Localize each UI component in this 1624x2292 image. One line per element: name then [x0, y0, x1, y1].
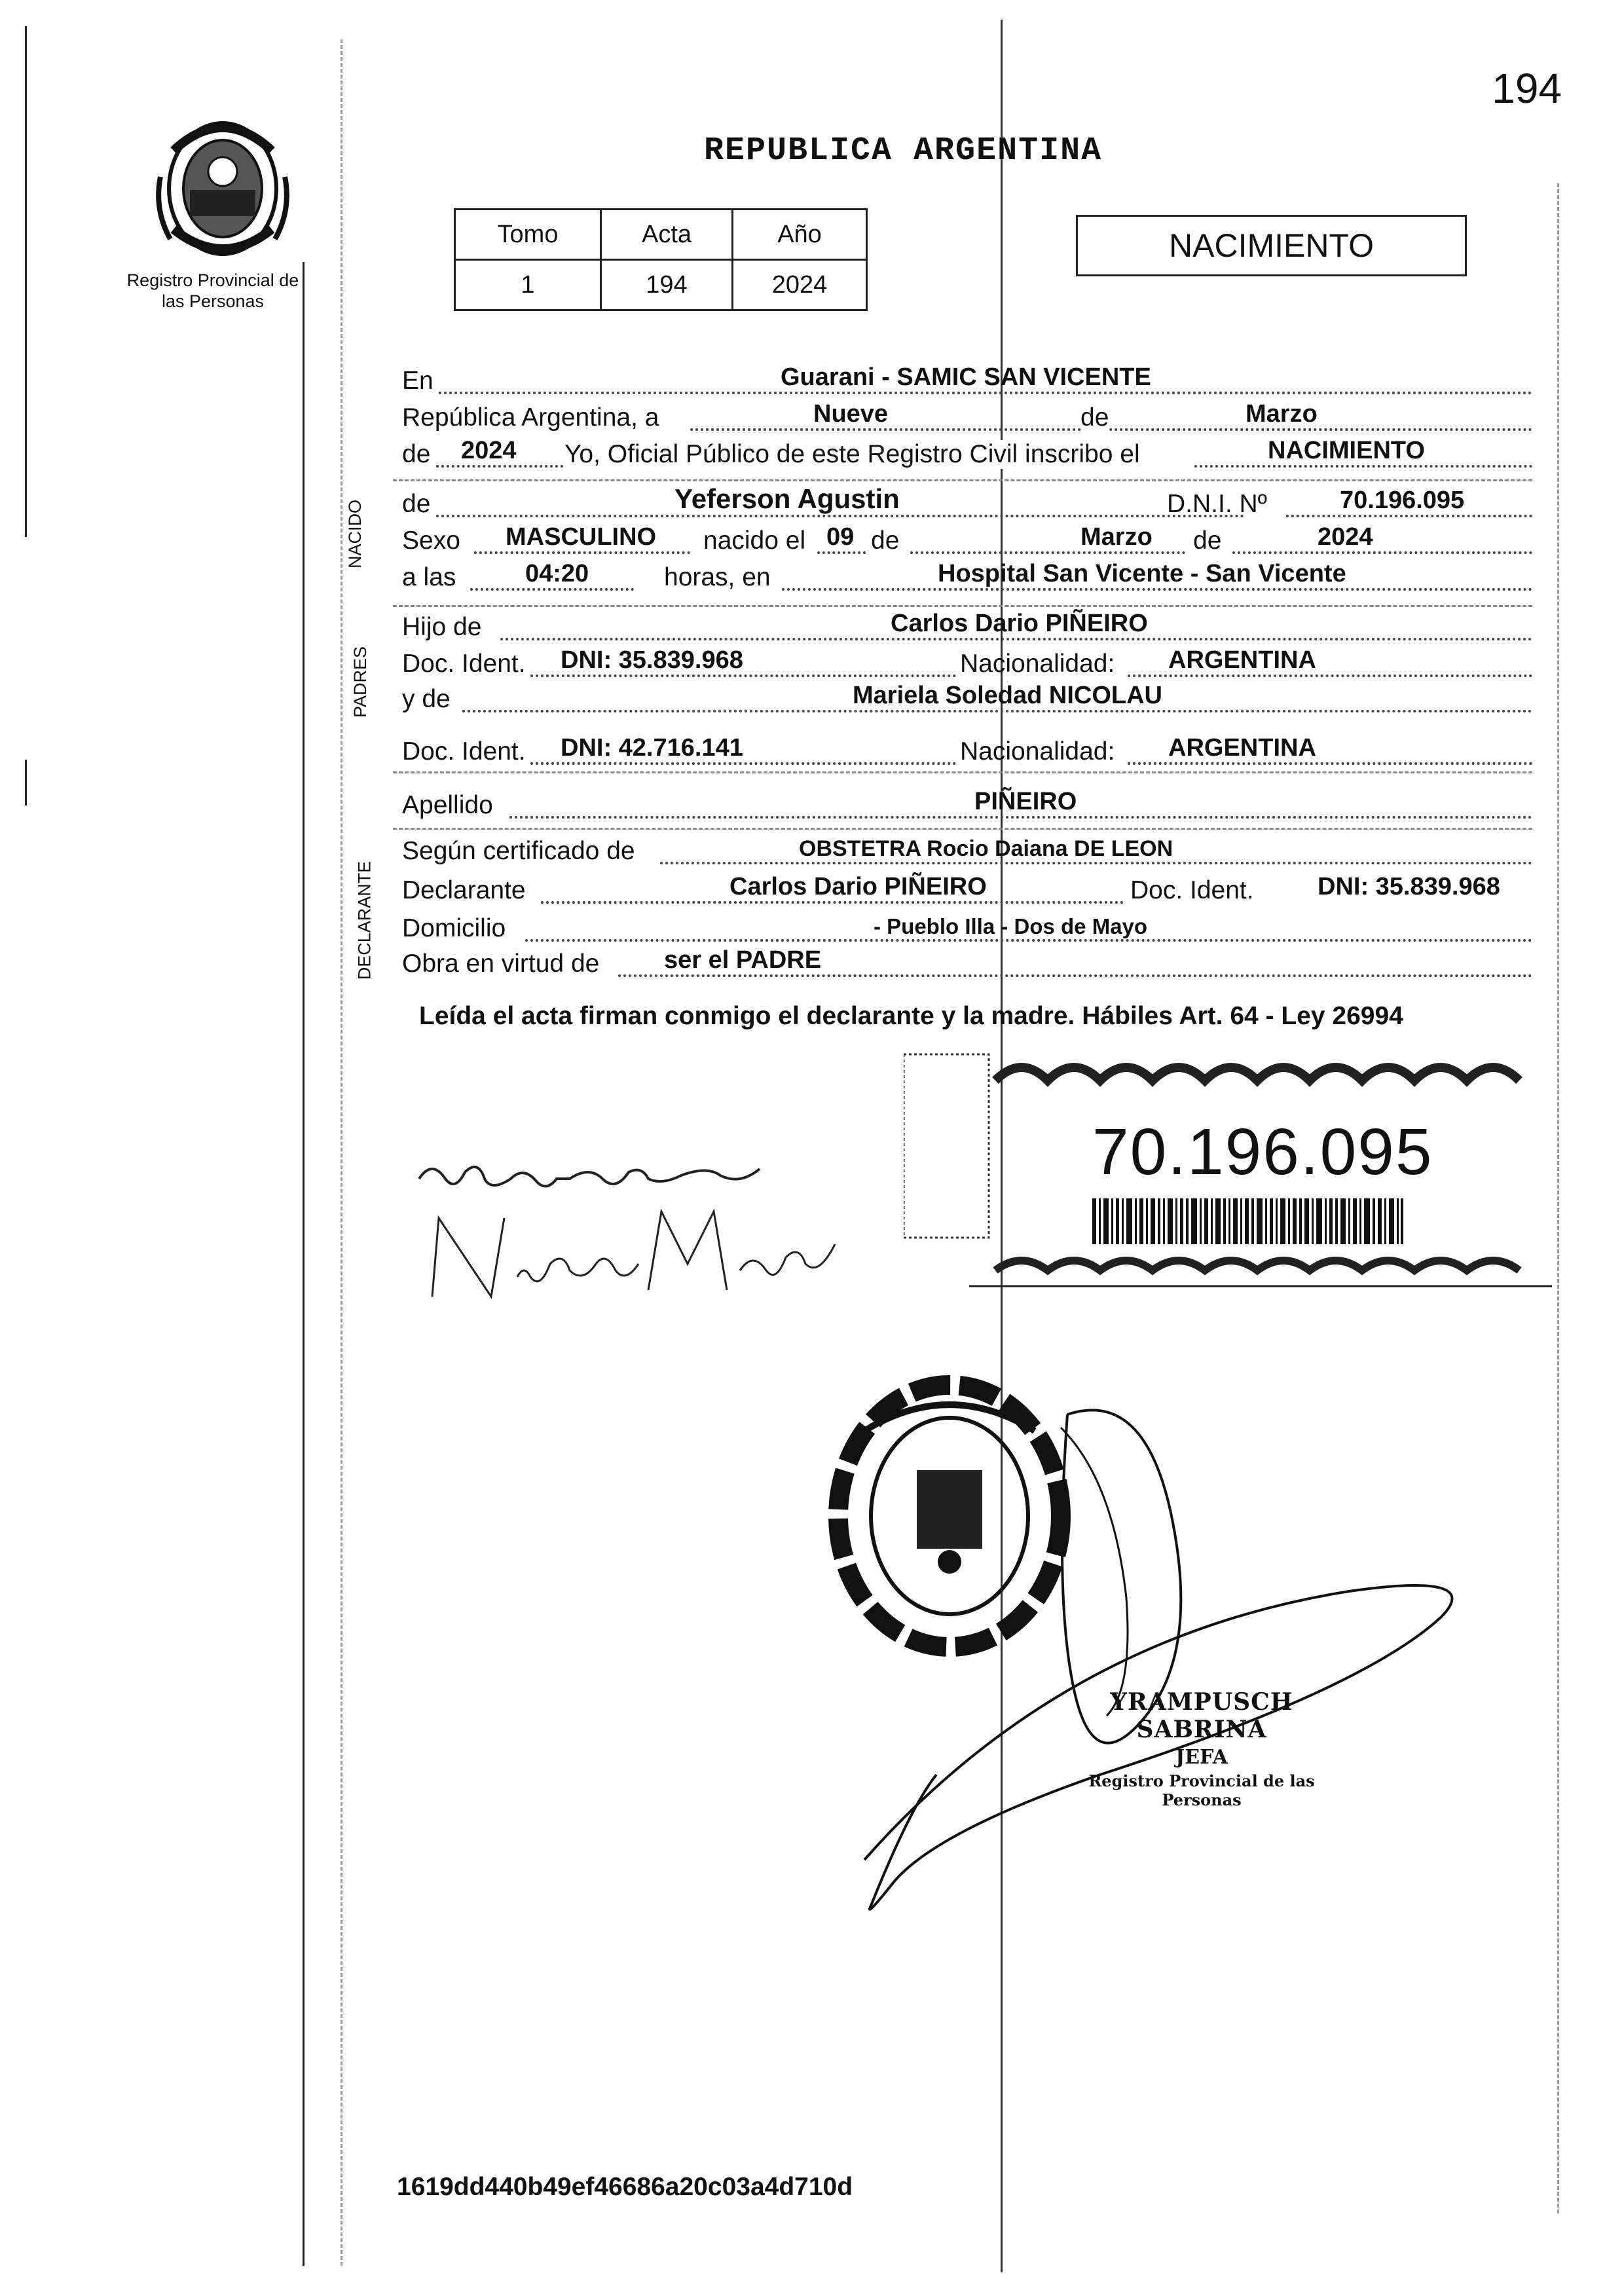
father-doc: DNI: 35.839.968	[561, 646, 743, 674]
mother-nat: ARGENTINA	[1168, 734, 1316, 762]
certificado-label: Según certificado de	[402, 837, 635, 865]
anio-value: 2024	[733, 260, 867, 310]
nacido-section-label: NACIDO	[345, 499, 365, 569]
registry-caption: Registro Provincial de las Personas	[126, 270, 299, 311]
inscribo-value: NACIMIENTO	[1268, 437, 1425, 464]
birth-day: 09	[826, 523, 855, 551]
section-separator	[393, 771, 1532, 773]
row-obra	[402, 942, 1532, 985]
margin-dash-line	[341, 39, 342, 2266]
declarante-label: Declarante	[402, 876, 526, 904]
mother-nat-label: Nacionalidad:	[960, 737, 1115, 766]
official-title: JEFA	[1175, 1746, 1228, 1769]
day-value: Nueve	[813, 400, 889, 428]
time-value: 04:20	[525, 560, 589, 587]
month-value: Marzo	[1246, 400, 1318, 428]
en-label: En	[402, 367, 434, 395]
year-prefix-label: de	[402, 440, 431, 468]
page-number: 194	[1492, 65, 1562, 112]
country-title: REPUBLICA ARGENTINA	[704, 132, 1103, 170]
father-value: Carlos Dario PIÑEIRO	[891, 610, 1148, 637]
official-office: Registro Provincial de las Personas	[1088, 1771, 1315, 1809]
domicilio-label: Domicilio	[402, 914, 506, 942]
a-las-label: a las	[402, 563, 456, 591]
row-madre	[402, 677, 1532, 720]
row-madre-doc	[402, 730, 1532, 773]
republica-label: República Argentina, a	[402, 403, 659, 432]
padres-section-label: PADRES	[350, 646, 371, 718]
right-dash-line	[1557, 183, 1559, 2213]
madre-signature	[419, 1198, 851, 1310]
domicilio-value: - Pueblo Illa - Dos de Mayo	[874, 914, 1148, 938]
dni-label: D.N.I. Nº	[1167, 490, 1267, 518]
record-type-box: NACIMIENTO	[1076, 215, 1467, 276]
declarante-doc-label: Doc. Ident.	[1130, 876, 1254, 904]
document-hash: 1619dd440b49ef46686a20c03a4d710d	[397, 2173, 853, 2201]
dni-value: 70.196.095	[1340, 487, 1465, 514]
declarante-doc-value: DNI: 35.839.968	[1318, 873, 1500, 900]
y-de-label: y de	[402, 685, 451, 713]
hijo-label: Hijo de	[402, 613, 482, 641]
apellido-value: PIÑEIRO	[974, 788, 1077, 815]
acta-header: Acta	[601, 210, 733, 260]
row-inscribo	[402, 432, 1532, 475]
name-value: Yeferson Agustin	[674, 483, 900, 514]
de-label: de	[1080, 403, 1109, 432]
mother-doc: DNI: 42.716.141	[561, 734, 743, 762]
place-value: Hospital San Vicente - San Vicente	[938, 560, 1346, 587]
declarante-section-label: DECLARANTE	[354, 860, 375, 980]
left-border-line	[25, 26, 27, 537]
official-name-stamp	[1048, 1688, 1356, 1809]
tomo-value: 1	[455, 260, 601, 310]
closing-text: Leída el acta firman conmigo el declarante y la madre. Hábiles Art. 64 - Ley 26994	[419, 1002, 1403, 1030]
declarante-value: Carlos Dario PIÑEIRO	[729, 873, 987, 900]
birth-de2-label: de	[1193, 527, 1222, 555]
anio-header: Año	[733, 210, 867, 260]
father-nat-label: Nacionalidad:	[960, 650, 1115, 678]
obra-label: Obra en virtud de	[402, 950, 600, 978]
row-declarante	[402, 868, 1532, 912]
horas-label: horas, en	[664, 563, 771, 591]
mother-doc-label: Doc. Ident.	[402, 737, 526, 766]
provincial-seal-icon	[147, 111, 298, 265]
nacido-el-label: nacido el	[703, 527, 806, 555]
year-value: 2024	[461, 437, 517, 464]
row-hora	[402, 555, 1532, 599]
father-doc-label: Doc. Ident.	[402, 650, 526, 678]
birth-year: 2024	[1318, 523, 1373, 551]
en-value: Guarani - SAMIC SAN VICENTE	[781, 363, 1151, 391]
sticker-id-number: 70.196.095	[1092, 1115, 1433, 1189]
birth-de-label: de	[871, 527, 900, 555]
acta-value: 194	[601, 260, 733, 310]
left-border-line-lower	[25, 760, 27, 805]
barcode-icon	[1092, 1198, 1403, 1244]
tomo-header: Tomo	[455, 210, 601, 260]
margin-line	[303, 262, 304, 2266]
birth-month: Marzo	[1080, 523, 1153, 551]
record-table	[454, 208, 868, 311]
name-label: de	[402, 490, 431, 518]
row-apellido	[402, 783, 1532, 826]
apellido-label: Apellido	[402, 791, 493, 819]
obra-value: ser el PADRE	[664, 946, 822, 974]
row-certificado	[402, 829, 1532, 872]
sexo-value: MASCULINO	[506, 523, 657, 551]
mother-value: Mariela Soledad NICOLAU	[853, 682, 1162, 709]
official-signature	[786, 1388, 1506, 1932]
father-nat: ARGENTINA	[1168, 646, 1316, 674]
sexo-label: Sexo	[402, 527, 460, 555]
certificado-value: OBSTETRA Rocio Daiana DE LEON	[799, 836, 1173, 861]
section-separator	[393, 479, 1532, 481]
inscribo-label: Yo, Oficial Público de este Registro Civil inscribo el	[564, 440, 1140, 468]
official-name: YRAMPUSCH SABRINA	[1110, 1688, 1293, 1743]
